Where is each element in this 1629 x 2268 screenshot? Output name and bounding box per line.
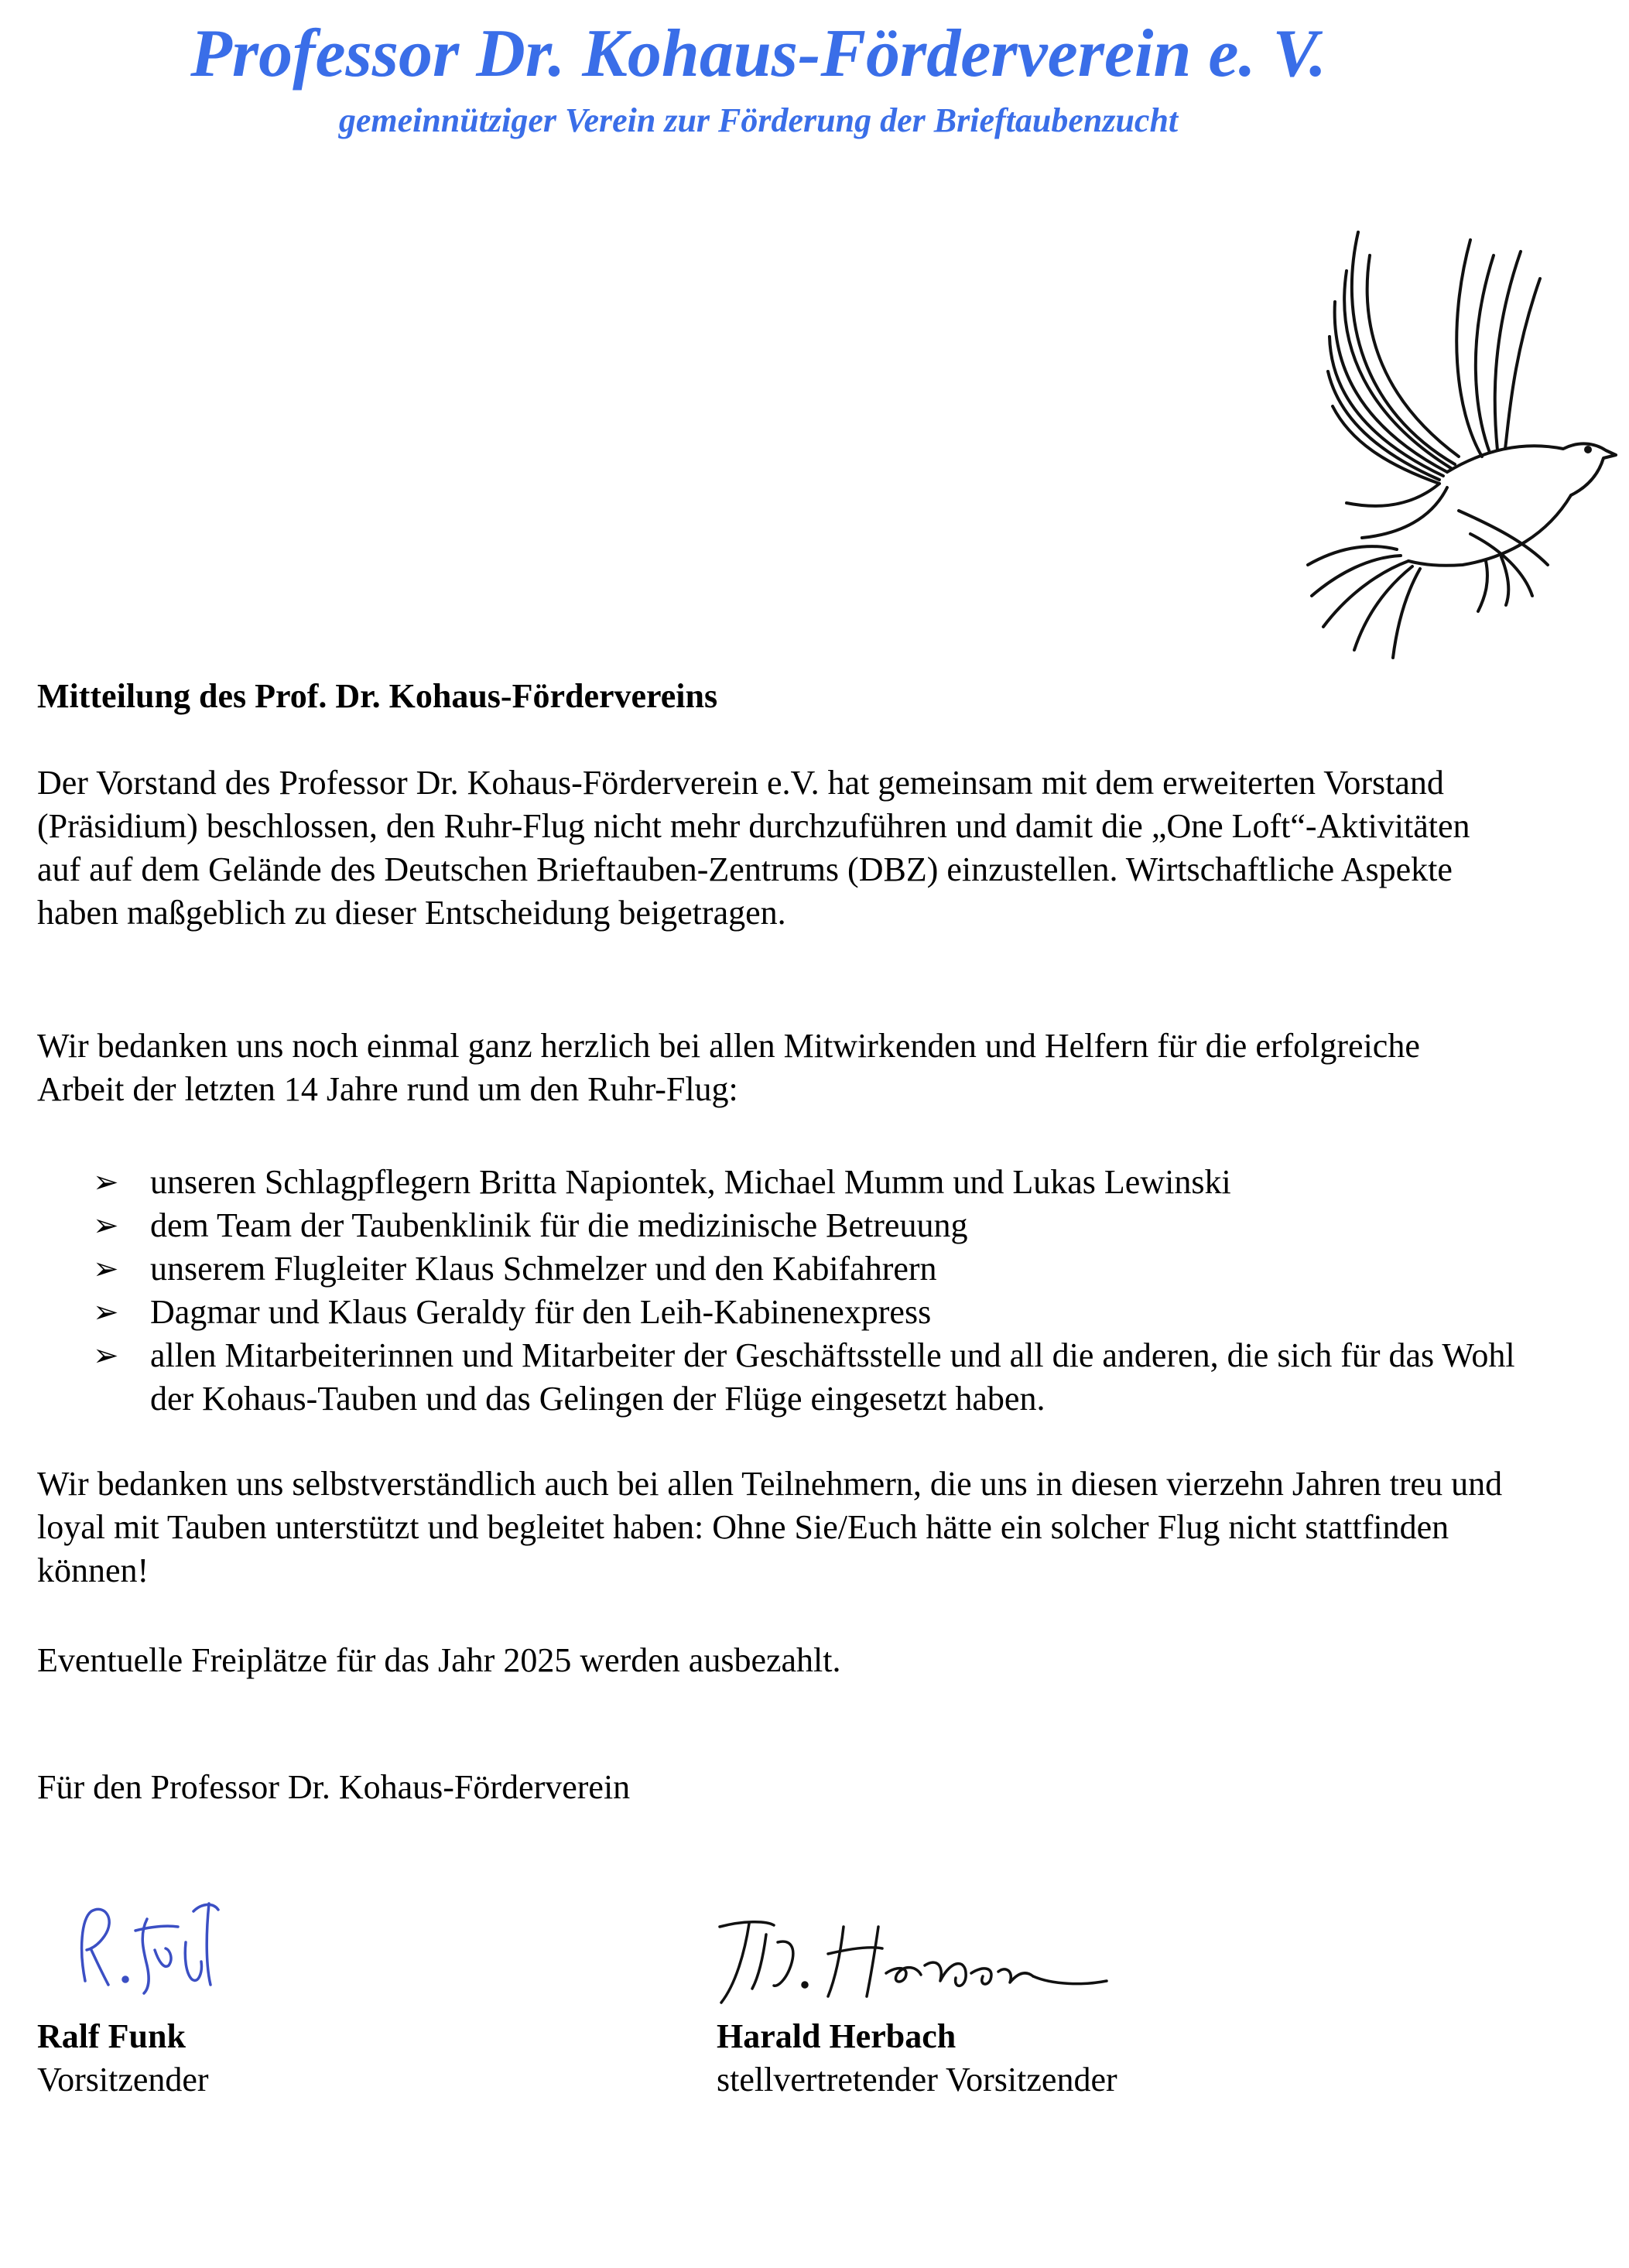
signature-ralf-funk xyxy=(70,1888,248,2004)
organization-name: Professor Dr. Kohaus-Förderverein e. V. xyxy=(190,16,1326,91)
paragraph-decision: Der Vorstand des Professor Dr. Kohaus-Förderverein e.V. hat gemeinsam mit dem erweiterten Vorstand (Präsidium) beschlossen, den Ruhr-Flug nicht mehr durchzuführen und damit die „One Loft“-Aktivitäten auf auf dem Gelände des Deutschen Brieftauben-Zentrums (DBZ) einzustellen. Wirtschaftliche Aspekte haben maßgeblich zu dieser Entscheidung beigetragen. xyxy=(37,764,1470,932)
closing-line: Für den Professor Dr. Kohaus-Förderverein xyxy=(37,1768,631,1806)
paragraph-thanks-intro: Wir bedanken uns noch einmal ganz herzlich bei allen Mitwirkenden und Helfern für die erfolgreiche Arbeit der letzten 14 Jahre rund um den Ruhr-Flug: xyxy=(37,1027,1420,1108)
thanks-list xyxy=(93,1161,1525,1421)
paragraph-free-places: Eventuelle Freiplätze für das Jahr 2025 werden ausbezahlt. xyxy=(37,1641,841,1679)
arrow-bullet-icon: ➢ xyxy=(93,1208,119,1243)
dove-icon xyxy=(1292,209,1617,673)
signer-role: Vorsitzender xyxy=(37,2061,209,2099)
arrow-bullet-icon: ➢ xyxy=(93,1165,119,1199)
signature-harald-herbach xyxy=(712,1911,1114,2012)
paragraph-participants: Wir bedanken uns selbstverständlich auch bei allen Teilnehmern, die uns in diesen vierzehn Jahren treu und loyal mit Tauben unterstützt und begleitet haben: Ohne Sie/Euch hätte ein solcher Flug nicht stattfinden können! xyxy=(37,1465,1503,1589)
arrow-bullet-icon: ➢ xyxy=(93,1251,119,1286)
list-item xyxy=(93,1161,1525,1204)
arrow-bullet-icon: ➢ xyxy=(93,1338,119,1373)
signer-role: stellvertretender Vorsitzender xyxy=(717,2061,1117,2099)
organization-subtitle: gemeinnütziger Verein zur Förderung der Brieftaubenzucht xyxy=(338,101,1179,139)
list-item-text: allen Mitarbeiterinnen und Mitarbeiter der Geschäftsstelle und all die anderen, die sich für das Wohl der Kohaus-Tauben und das Gelingen der Flüge eingesetzt haben. xyxy=(150,1336,1515,1418)
list-item-text: dem Team der Taubenklinik für die medizinische Betreuung xyxy=(150,1206,968,1244)
list-item-text: Dagmar und Klaus Geraldy für den Leih-Kabinenexpress xyxy=(150,1293,932,1331)
list-item xyxy=(93,1291,1525,1334)
signer-name: Harald Herbach xyxy=(717,2017,957,2055)
arrow-bullet-icon: ➢ xyxy=(93,1295,119,1329)
letter-heading: Mitteilung des Prof. Dr. Kohaus-Fördervereins xyxy=(37,677,718,715)
list-item xyxy=(93,1334,1525,1421)
letterhead xyxy=(0,15,1517,142)
list-item xyxy=(93,1247,1525,1291)
list-item-text: unserem Flugleiter Klaus Schmelzer und den Kabifahrern xyxy=(150,1250,937,1288)
list-item xyxy=(93,1204,1525,1247)
signer-name: Ralf Funk xyxy=(37,2017,186,2055)
list-item-text: unseren Schlagpflegern Britta Napiontek, Michael Mumm und Lukas Lewinski xyxy=(150,1163,1231,1201)
